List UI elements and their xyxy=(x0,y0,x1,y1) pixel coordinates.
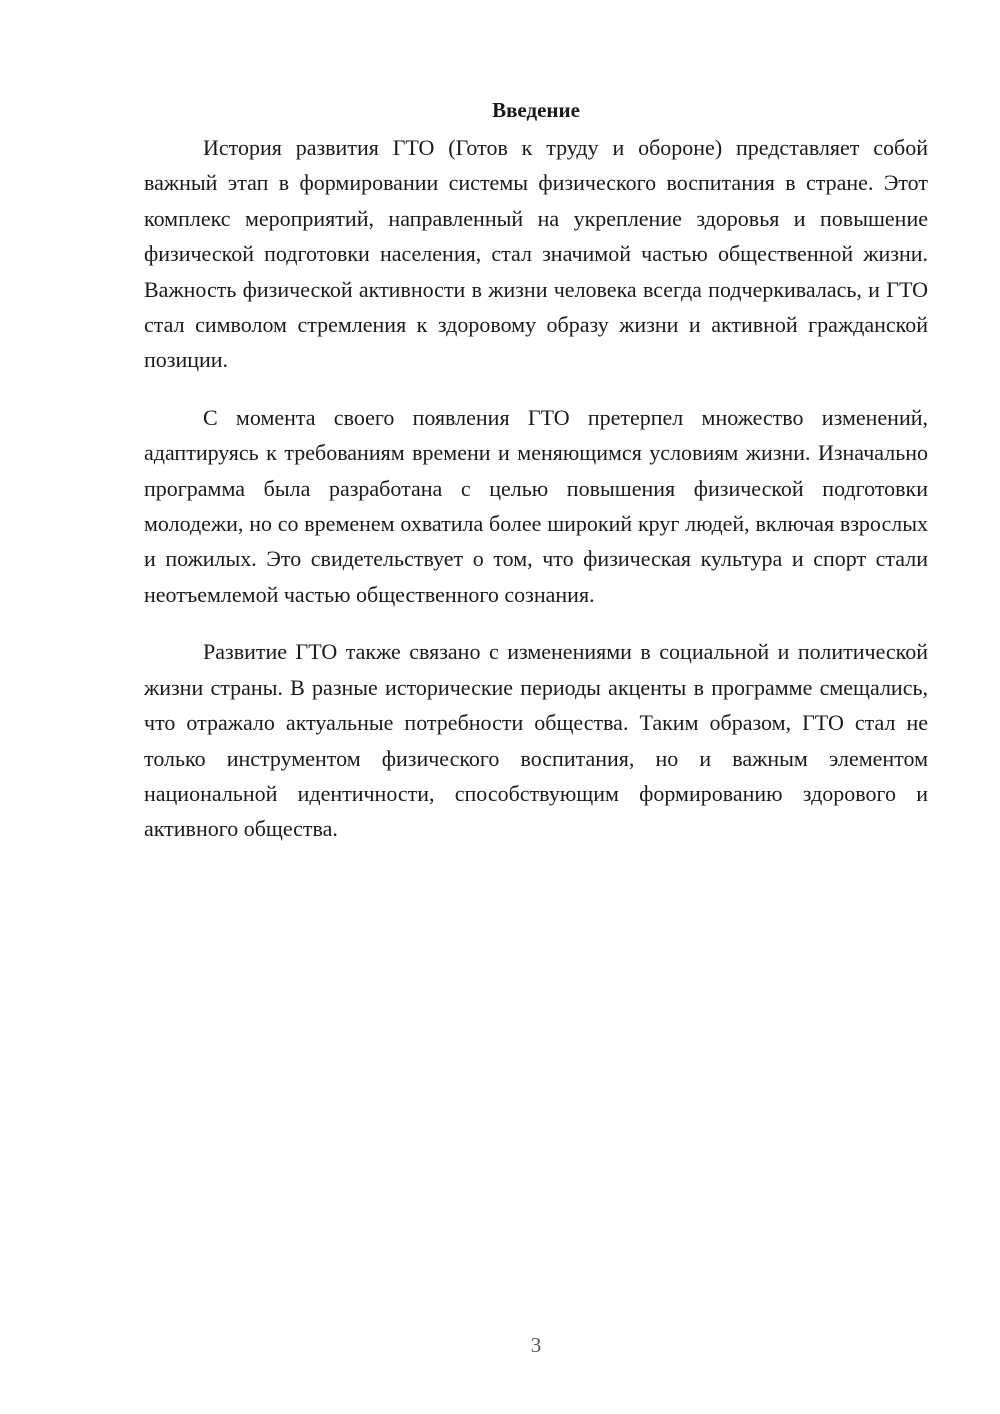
paragraph-1: История развития ГТО (Готов к труду и обороне) представляет собой важный этап в формировании системы физического воспитания в стране. Этот комплекс мероприятий, направленный на укрепление здоровья и повышение физической подготовки населения, стал значимой частью общественной жизни. Важность физической активности в жизни человека всегда подчеркивалась, и ГТО стал символом стремления к здоровому образу жизни и активной гражданской позиции. xyxy=(144,135,928,373)
paragraph-2: С момента своего появления ГТО претерпел множество изменений, адаптируясь к требованиям времени и меняющимся условиям жизни. Изначально программа была разработана с целью повышения физической подготовки молодежи, но со временем охватила более широкий круг людей, включая взрослых и пожилых. Это свидетельствует о том, что физическая культура и спорт стали неотъемлемой частью общественного сознания. xyxy=(144,404,928,607)
paragraph-3: Развитие ГТО также связано с изменениями в социальной и политической жизни страны. В разные исторические периоды акценты в программе смещались, что отражало актуальные потребности общества. Таким образом, ГТО стал не только инструментом физического воспитания, но и важным элементом национальной идентичности, способствующим формированию здорового и активного общества. xyxy=(144,639,928,842)
page-number: 3 xyxy=(530,1333,542,1357)
section-title: Введение xyxy=(492,98,580,122)
document-body xyxy=(144,92,928,869)
